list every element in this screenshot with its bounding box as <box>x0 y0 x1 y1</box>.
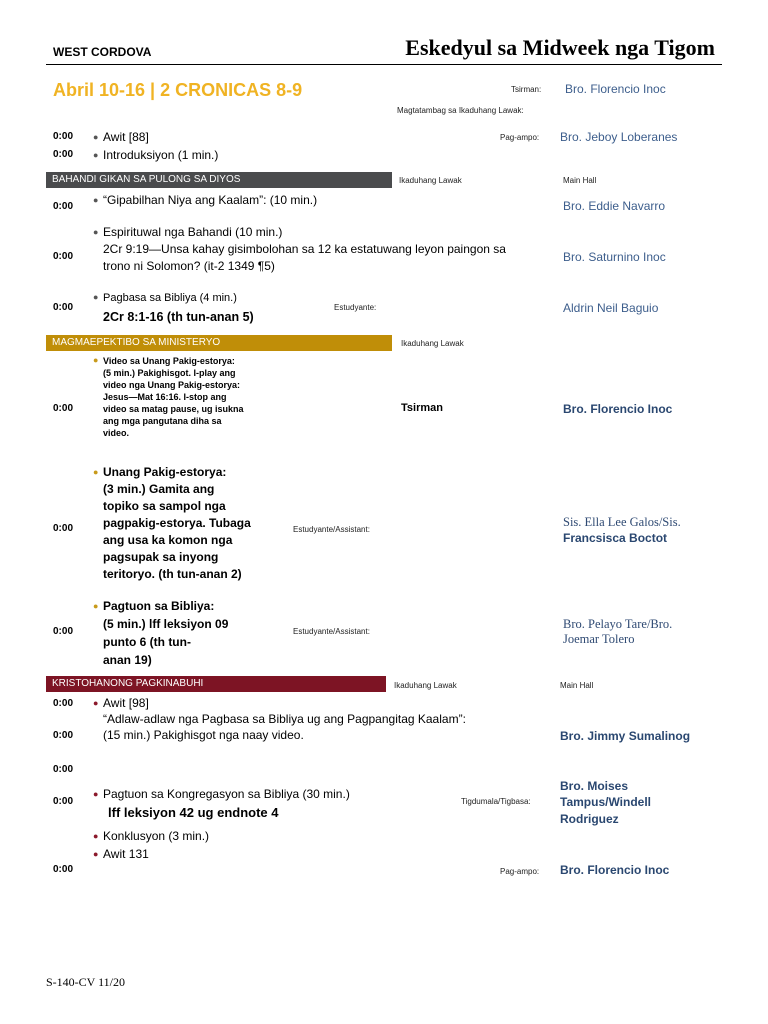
song-time: 0:00 <box>53 698 74 709</box>
closing-song: ● Awit 131 <box>93 847 149 861</box>
gems-reference: trono ni Solomon? (it-2 1349 ¶5) <box>103 259 275 273</box>
item-time: 0:00 <box>53 251 74 262</box>
initial-call-line: pagpakig-estorya. Tubaga <box>103 516 251 530</box>
col-second-hall: Ikaduhang Lawak <box>394 681 457 690</box>
student-label: Estudyante: <box>334 303 377 312</box>
video-line: (5 min.) Pakighisgot. I-play ang <box>103 368 236 378</box>
tsirman-label: Tsirman: <box>511 85 542 94</box>
video-assignee: Bro. Florencio Inoc <box>563 402 673 416</box>
counselor-label: Magtatambag sa Ikaduhang Lawak: <box>397 106 524 115</box>
initial-call-line: (3 min.) Gamita ang <box>103 482 215 496</box>
part-speaker: Bro. Jimmy Sumalinog <box>560 729 691 743</box>
cbs-assignee: Tampus/Windell <box>560 795 652 809</box>
assistant-label: Estudyante/Assistant: <box>293 627 370 636</box>
reading-passage: 2Cr 8:1-16 (th tun-anan 5) <box>103 310 254 324</box>
initial-call-line: topiko sa sampol nga <box>103 499 226 513</box>
assistant-label: Estudyante/Assistant: <box>293 525 370 534</box>
gems-question: 2Cr 9:19—Unsa kahay gisimbolohan sa 12 ka estatuwang leyon paingon sa <box>103 242 506 256</box>
cbs-assignee: Rodriguez <box>560 812 619 826</box>
bible-study-assignee: Joemar Tolero <box>563 632 635 646</box>
section-bar-christian-living: KRISTOHANONG PAGKINABUHI <box>46 676 386 692</box>
initial-call-line: ● Unang Pakig-estorya: <box>93 464 251 481</box>
initial-call-line: teritoryo. (th tun-anan 2) <box>103 567 242 581</box>
part-title: “Adlaw-adlaw nga Pagbasa sa Bibliya ug ang Pagpangitag Kaalam”: <box>103 712 466 726</box>
cbs-reference: lff leksiyon 42 ug endnote 4 <box>108 805 279 820</box>
week-title: Abril 10-16 | 2 CRONICAS 8-9 <box>53 80 303 100</box>
video-line: Jesus—Mat 16:16. I-stop ang <box>103 392 227 402</box>
cbs-assignee: Bro. Moises <box>560 779 629 793</box>
gems-title: ● Espirituwal nga Bahandi (10 min.) <box>93 225 282 239</box>
initial-call-block <box>93 464 251 583</box>
item-time: 0:00 <box>53 796 74 807</box>
section-bar-ministry: MAGMAEPEKTIBO SA MINISTERYO <box>46 335 392 351</box>
item-time: 0:00 <box>53 523 74 534</box>
item-time: 0:00 <box>53 302 74 313</box>
congregation-name: WEST CORDOVA <box>53 45 152 59</box>
bible-study-line: ● Pagtuon sa Bibliya: <box>93 597 228 615</box>
item-time: 0:00 <box>53 764 74 775</box>
cbs-title: ● Pagtuon sa Kongregasyon sa Bibliya (30 min.) <box>93 787 350 801</box>
chairman-label: Tsirman <box>401 402 443 414</box>
talk-title: ● “Gipabilhan Niya ang Kaalam”: (10 min.) <box>93 193 317 207</box>
initial-call-assignee: Francsisca Boctot <box>563 531 668 545</box>
initial-call-line: ang usa ka komon nga <box>103 533 233 547</box>
opening-song: ● Awit [88] <box>93 130 149 144</box>
song-time: 0:00 <box>53 131 74 142</box>
item-time: 0:00 <box>53 730 74 741</box>
gems-speaker: Bro. Saturnino Inoc <box>563 250 666 264</box>
bible-study-line: punto 6 (th tun- <box>103 635 191 649</box>
col-main-hall: Main Hall <box>560 681 594 690</box>
item-time: 0:00 <box>53 403 74 414</box>
conclusion: ● Konklusyon (3 min.) <box>93 829 209 843</box>
middle-song: ● Awit [98] <box>93 696 149 710</box>
section-bar-treasures: BAHANDI GIKAN SA PULONG SA DIYOS <box>46 172 392 188</box>
prayer-label: Pag-ampo: <box>500 133 540 142</box>
col-second-hall: Ikaduhang Lawak <box>401 339 464 348</box>
video-line: ang mga pangutana diha sa <box>103 416 222 426</box>
conductor-label: Tigdumala/Tigbasa: <box>461 797 531 806</box>
video-block <box>93 354 244 439</box>
introduction: ● Introduksiyon (1 min.) <box>93 148 218 162</box>
student-name: Aldrin Neil Baguio <box>563 301 659 315</box>
bible-study-assignee: Bro. Pelayo Tare/Bro. <box>563 617 673 631</box>
tsirman-name: Bro. Florencio Inoc <box>565 82 666 96</box>
col-main-hall: Main Hall <box>563 176 597 185</box>
initial-call-assignee: Sis. Ella Lee Galos/Sis. <box>563 515 681 529</box>
header-rule <box>46 64 722 65</box>
item-time: 0:00 <box>53 201 74 212</box>
video-line: video sa matag pause, ug isukna <box>103 404 244 414</box>
initial-call-line: pagsupak sa inyong <box>103 550 219 564</box>
item-time: 0:00 <box>53 626 74 637</box>
col-second-hall: Ikaduhang Lawak <box>399 176 462 185</box>
video-line: ● Video sa Unang Pakig-estorya: <box>93 354 244 367</box>
intro-time: 0:00 <box>53 149 74 160</box>
closing-prayer-name: Bro. Florencio Inoc <box>560 863 670 877</box>
bible-study-block <box>93 597 228 669</box>
form-code: S-140-CV 11/20 <box>46 975 126 989</box>
talk-speaker: Bro. Eddie Navarro <box>563 199 666 213</box>
bible-study-line: (5 min.) lff leksiyon 09 <box>103 617 229 631</box>
page-title: Eskedyul sa Midweek nga Tigom <box>405 35 715 60</box>
video-line: video. <box>103 428 130 438</box>
bible-study-line: anan 19) <box>103 653 152 667</box>
reading-title: ● Pagbasa sa Bibliya (4 min.) <box>93 292 237 304</box>
video-line: video nga Unang Pakig-estorya: <box>103 380 241 390</box>
part-description: (15 min.) Pakighisgot nga naay video. <box>103 728 304 742</box>
closing-time: 0:00 <box>53 864 74 875</box>
prayer-name: Bro. Jeboy Loberanes <box>560 130 678 144</box>
closing-prayer-label: Pag-ampo: <box>500 867 540 876</box>
